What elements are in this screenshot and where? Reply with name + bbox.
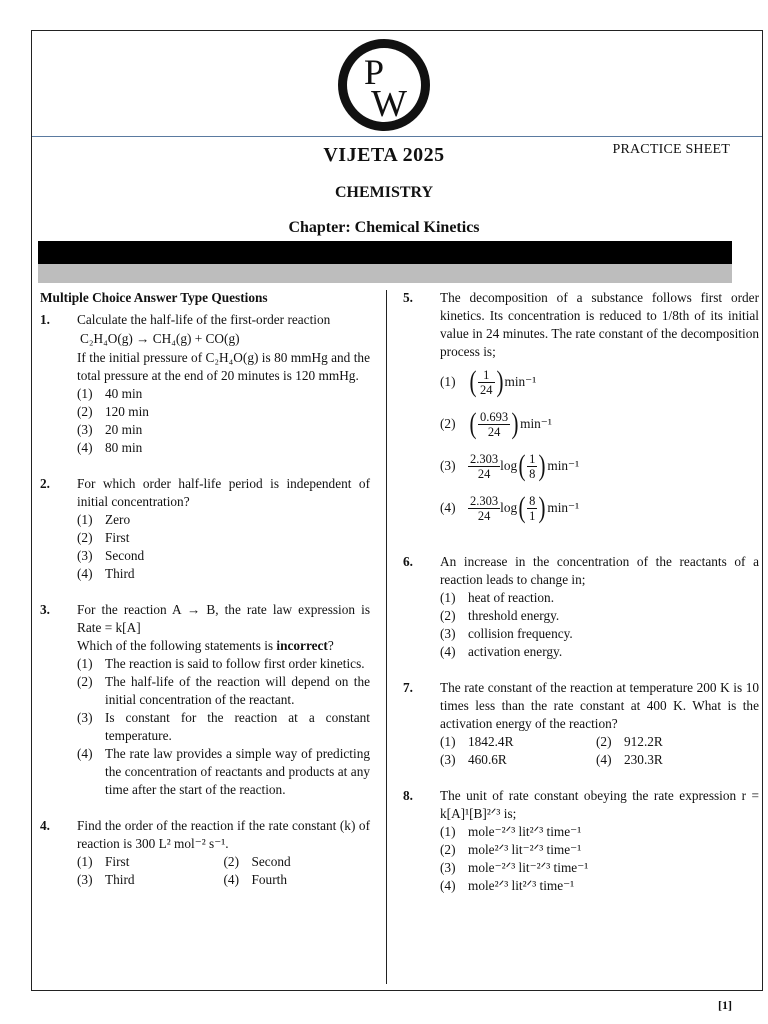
question-text: An increase in the concentration of the reactants of a reaction leads to change in; (440, 554, 759, 587)
question-6 (403, 553, 759, 661)
fraction: $\frac{1}{24}$ (480, 367, 493, 397)
fraction: $\frac{8}{1}$ (529, 493, 536, 523)
option[interactable]: (2) 912.2R (596, 734, 663, 749)
page-number: [1] (718, 998, 732, 1012)
option[interactable]: (1) 1842.4R (440, 734, 514, 749)
option[interactable]: (3) Third (77, 872, 135, 887)
option[interactable]: (3) Is constant for the reaction at a constant temperature. (77, 710, 370, 743)
option[interactable]: (2) First (77, 530, 130, 545)
question-number: 7. (403, 680, 413, 695)
subject-title: CHEMISTRY (334, 184, 434, 201)
sheet-title: VIJETA 2025 (323, 144, 445, 166)
question-text: Calculate the half-life of the first-order reaction (77, 312, 331, 327)
option[interactable]: (3) 460.6R (440, 752, 507, 767)
options-row (77, 871, 370, 889)
question-4 (40, 817, 370, 889)
option[interactable]: (3) mole⁻²ᐟ³ lit⁻²ᐟ³ time⁻¹ (440, 860, 589, 875)
option[interactable]: (4) activation energy. (440, 644, 563, 659)
option[interactable]: (3) collision frequency. (440, 626, 573, 641)
option[interactable]: (4) Third (77, 566, 135, 581)
question-2 (40, 475, 370, 583)
sheet-tag: PRACTICE SHEET (612, 142, 730, 157)
question-text: Which of the following statements is incorrect? (77, 638, 334, 653)
option[interactable]: (1) mole⁻²ᐟ³ lit²ᐟ³ time⁻¹ (440, 824, 582, 839)
question-number: 5. (403, 290, 413, 305)
option[interactable]: (1) Zero (77, 512, 131, 527)
option[interactable]: (4) 80 min (77, 440, 143, 455)
option[interactable]: (4) The rate law provides a simple way of predicting the concentration of reactants and products at any time after the start of the reaction. (77, 746, 370, 797)
option[interactable]: (1) ( $\frac{1}{24}$ ) min⁻¹ (440, 365, 537, 398)
left-column (40, 289, 370, 889)
question-number: 6. (403, 554, 413, 569)
option[interactable]: (2) threshold energy. (440, 608, 560, 623)
fraction: $\frac{2.303}{24}$ (470, 493, 499, 523)
question-text: For which order half-life period is independent of initial concentration? (77, 476, 370, 509)
pw-logo-icon (337, 38, 431, 132)
question-number: 8. (403, 788, 413, 803)
question-number: 3. (40, 602, 50, 617)
option[interactable]: (4) $\frac{2.303}{24}$ log ( $\frac{8}{1}$ ) min⁻¹ (440, 491, 580, 524)
option[interactable]: (2) ( $\frac{0.693}{24}$ ) min⁻¹ (440, 407, 552, 440)
question-8 (403, 787, 759, 895)
question-5 (403, 289, 759, 529)
option[interactable]: (1) 40 min (77, 386, 143, 401)
option[interactable]: (1) First (77, 854, 130, 869)
option[interactable]: (3) 20 min (77, 422, 143, 437)
option[interactable]: (3) Second (77, 548, 145, 563)
options-row (440, 733, 759, 751)
option[interactable]: (1) heat of reaction. (440, 590, 555, 605)
question-text: The decomposition of a substance follows first order kinetics. Its concentration is reduced to 1/8th of its initial value in 24 minutes. The rate constant of the decomposition process is; (440, 290, 759, 359)
options (440, 823, 759, 895)
options (77, 511, 370, 583)
question-7 (403, 679, 759, 769)
option[interactable]: (2) mole²ᐟ³ lit⁻²ᐟ³ time⁻¹ (440, 842, 582, 857)
option[interactable]: (4) Fourth (223, 872, 287, 887)
logo-letter-p: P (363, 52, 385, 92)
options (77, 385, 370, 457)
reaction-equation: C₂H₄O(g) → CH₄(g) + CO(g) (80, 331, 240, 346)
question-number: 2. (40, 476, 50, 491)
question-text: The rate constant of the reaction at temperature 200 K is 10 times less than the rate constant at 400 K. What is the activation energy of the reaction? (440, 680, 759, 731)
option[interactable]: (1) The reaction is said to follow first order kinetics. (77, 656, 365, 671)
question-text: For the reaction A → B, the rate law expression is Rate = k[A] (77, 602, 370, 635)
options (440, 589, 759, 661)
logo-letter-w: W (371, 83, 407, 125)
grey-band (38, 264, 732, 283)
fraction: $\frac{0.693}{24}$ (480, 409, 509, 439)
option[interactable]: (4) 230.3R (596, 752, 663, 767)
option[interactable]: (2) 120 min (77, 404, 149, 419)
chapter-title: Chapter: Chemical Kinetics (288, 219, 480, 236)
options-row (77, 853, 370, 871)
question-1 (40, 311, 370, 457)
question-text: Find the order of the reaction if the rate constant (k) of reaction is 300 L² mol⁻² s⁻¹. (77, 818, 370, 851)
question-text: If the initial pressure of C₂H₄O(g) is 80 mmHg and the total pressure at the end of 20 minutes is 120 mmHg. (77, 350, 370, 383)
fraction: $\frac{2.303}{24}$ (470, 451, 499, 481)
column-divider (386, 290, 387, 984)
question-number: 1. (40, 312, 50, 327)
question-number: 4. (40, 818, 50, 833)
options (77, 655, 370, 799)
option[interactable]: (3) $\frac{2.303}{24}$ log ( $\frac{1}{8}$ ) min⁻¹ (440, 449, 580, 482)
question-3 (40, 601, 370, 799)
black-band (38, 241, 732, 264)
header-rule (32, 136, 762, 137)
fraction: $\frac{1}{8}$ (529, 451, 536, 481)
option[interactable]: (2) The half-life of the reaction will depend on the initial concentration of the reactant. (77, 674, 370, 707)
option[interactable]: (2) Second (223, 854, 291, 869)
right-column (403, 289, 759, 895)
section-heading: Multiple Choice Answer Type Questions (40, 290, 268, 305)
option[interactable]: (4) mole²ᐟ³ lit²ᐟ³ time⁻¹ (440, 878, 575, 893)
options-row (440, 751, 759, 769)
question-text: The unit of rate constant obeying the rate expression r = k[A]¹[B]²ᐟ³ is; (440, 788, 759, 821)
